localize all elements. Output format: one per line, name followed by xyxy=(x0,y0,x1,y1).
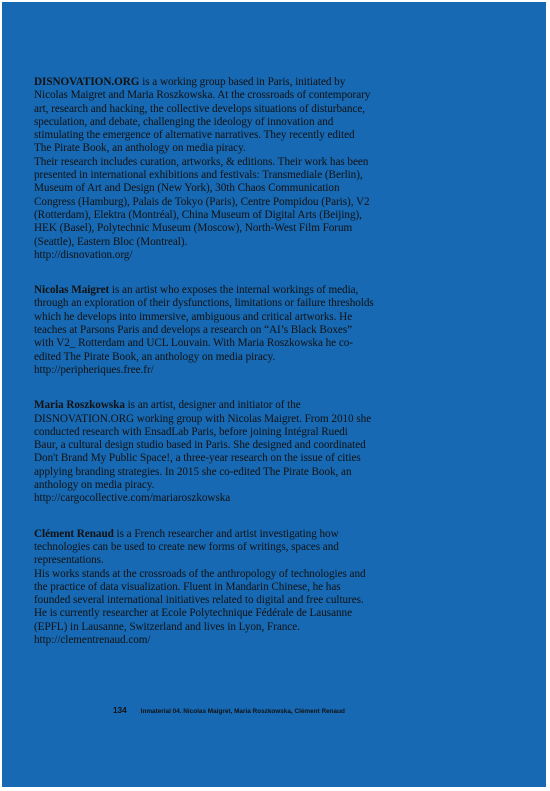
bio-paragraph-2: His works stands at the crossroads of the anthropology of technologies and the practice of data visualization. Fluent in Mandarin Chinese, he has founded several international initiatives related to digital and free cultures. He is currently researcher at Ecole Polytechnique Fédérale de Lausanne (EPFL) in Lausanne, Switzerland and lives in Lyon, France. xyxy=(34,567,366,633)
bio-text: is an artist who exposes the internal workings of media, through an exploration of their dysfunctions, limitations or failure thresholds which he develops into immersive, ambiguous and critical artworks. He teaches at Parsons Paris and develops a research on “AI’s Black Boxes” with V2_ Rotterdam and UCL Louvain. With Maria Roszkowska he co-edited The Pirate Book, an anthology on media piracy. xyxy=(34,284,374,363)
document-page xyxy=(2,2,546,787)
bio-paragraph xyxy=(34,399,374,492)
bio-paragraph-2: Their research includes curation, artworks, & editions. Their work has been presented in international exhibitions and festivals: Transmediale (Berlin), Museum of Art and Design (New York), 30th Chaos Communication Congress (Hamburg), Palais de Tokyo (Paris), Centre Pompidou (Paris), V2 (Rotterdam), Elektra (Montréal), China Museum of Digital Arts (Beijing), HEK (Basel), Polytechnic Museum (Moscow), North-West Film Forum (Seattle), Eastern Bloc (Montreal). xyxy=(34,155,370,248)
bio-clement-renaud xyxy=(34,528,374,648)
bio-text: is an artist, designer and initiator of the DISNOVATION.ORG working group with Nicolas Maigret. From 2010 she conducted research with EnsadLab Paris, before joining Intégral Ruedi Baur, a cultural design studio based in Paris. She designed and coordinated Don't Brand My Public Space!, a three-year research on the issue of cities applying branding strategies. In 2015 she co-edited The Pirate Book, an anthology on media piracy. xyxy=(34,399,372,492)
bio-lead: Clément Renaud xyxy=(34,527,114,540)
bio-url: http://peripheriques.free.fr/ xyxy=(34,363,154,376)
bio-nicolas-maigret xyxy=(34,284,374,377)
bio-column xyxy=(34,76,374,669)
bio-url: http://cargocollective.com/mariaroszkowska xyxy=(34,492,231,505)
bio-paragraph xyxy=(34,76,374,156)
bio-text: is a French researcher and artist investigating how technologies can be used to create new forms of writings, spaces and representations. xyxy=(34,527,339,567)
bio-text: is a working group based in Paris, initiated by Nicolas Maigret and Maria Roszkowska. At the crossroads of contemporary art, research and hacking, the collective develops situations of disturbance, speculation, and debate, challenging the ideology of innovation and stimulating the emergence of alternative narratives. They recently edited The Pirate Book, an anthology on media piracy. xyxy=(34,76,371,155)
bio-paragraph xyxy=(34,528,374,568)
page-footer xyxy=(113,706,345,715)
bio-lead: Nicolas Maigret xyxy=(34,284,110,297)
running-title: Inmaterial 04. Nicolas Maigret, Maria Roszkowska, Clément Renaud xyxy=(140,708,345,715)
bio-url: http://clementrenaud.com/ xyxy=(34,633,151,646)
bio-lead: DISNOVATION.ORG xyxy=(34,76,140,88)
page-number: 134 xyxy=(113,706,127,715)
bio-disnovation xyxy=(34,76,374,262)
bio-paragraph xyxy=(34,284,374,364)
bio-url: http://disnovation.org/ xyxy=(34,248,133,261)
bio-lead: Maria Roszkowska xyxy=(34,399,125,412)
bio-maria-roszkowska xyxy=(34,399,374,505)
